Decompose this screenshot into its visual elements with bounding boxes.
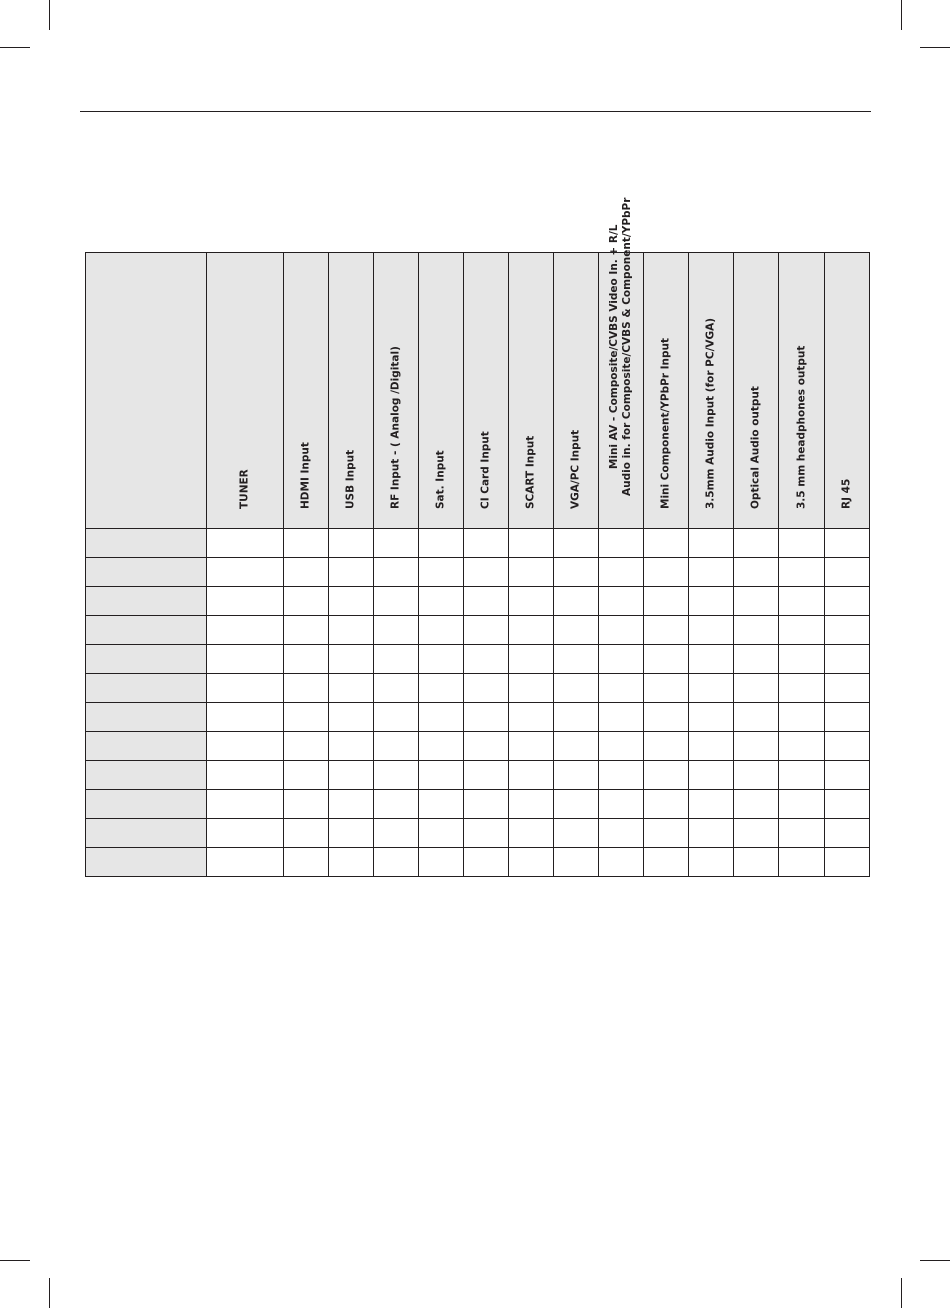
table-cell — [329, 732, 374, 761]
row-header-cell — [86, 529, 207, 558]
table-cell — [374, 529, 419, 558]
column-header-label: USB Input — [344, 449, 357, 509]
table-cell — [374, 732, 419, 761]
row-header-cell — [86, 674, 207, 703]
row-header-cell — [86, 703, 207, 732]
crop-mark-top-right — [901, 0, 902, 30]
table-cell — [825, 732, 870, 761]
table-cell — [207, 587, 284, 616]
crop-mark-top-right-h — [920, 47, 950, 48]
table-cell — [207, 790, 284, 819]
table-cell — [329, 558, 374, 587]
table-cell — [825, 819, 870, 848]
table-cell — [644, 645, 689, 674]
table-cell — [464, 587, 509, 616]
table-cell — [779, 558, 825, 587]
table-cell — [509, 645, 554, 674]
table-cell — [825, 616, 870, 645]
table-cell — [599, 645, 644, 674]
crop-mark-bottom-right — [901, 1278, 902, 1308]
table-cell — [284, 529, 329, 558]
table-cell — [207, 819, 284, 848]
table-cell — [464, 819, 509, 848]
table-cell — [554, 558, 599, 587]
connections-table — [85, 197, 870, 877]
table-cell — [509, 703, 554, 732]
table-cell — [599, 529, 644, 558]
table-cell — [644, 529, 689, 558]
column-header-label: 3.5mm Audio Input (for PC/VGA) — [704, 317, 717, 509]
table-cell — [734, 732, 779, 761]
table-cell — [554, 790, 599, 819]
table-cell — [207, 761, 284, 790]
column-header-label: Optical Audio output — [749, 386, 762, 509]
table-cell — [599, 761, 644, 790]
table-cell — [509, 587, 554, 616]
header-corner-cell — [86, 253, 207, 529]
table-row — [86, 790, 870, 819]
table-body — [86, 529, 870, 877]
table-cell — [284, 616, 329, 645]
table-cell — [734, 558, 779, 587]
table-cell — [599, 848, 644, 877]
table-row — [86, 732, 870, 761]
table-cell — [509, 616, 554, 645]
table-cell — [689, 819, 734, 848]
table-cell — [644, 848, 689, 877]
table-cell — [509, 674, 554, 703]
table-cell — [644, 703, 689, 732]
table-cell — [644, 587, 689, 616]
column-header — [419, 253, 464, 529]
table-cell — [374, 616, 419, 645]
table-row — [86, 703, 870, 732]
row-header-cell — [86, 848, 207, 877]
table-cell — [374, 558, 419, 587]
column-header — [599, 197, 644, 529]
column-header — [464, 253, 509, 529]
table-cell — [419, 645, 464, 674]
table-cell — [374, 587, 419, 616]
table-cell — [284, 732, 329, 761]
row-header-cell — [86, 558, 207, 587]
table-cell — [554, 645, 599, 674]
table-cell — [464, 558, 509, 587]
table-cell — [554, 819, 599, 848]
crop-mark-bottom-right-h — [920, 1260, 950, 1261]
row-header-cell — [86, 732, 207, 761]
table-cell — [284, 703, 329, 732]
table-row — [86, 558, 870, 587]
row-header-cell — [86, 645, 207, 674]
column-header-label: TUNER — [238, 469, 251, 509]
table-cell — [825, 761, 870, 790]
table-cell — [509, 558, 554, 587]
table-cell — [419, 674, 464, 703]
column-header-label: HDMI Input — [299, 442, 312, 509]
table-cell — [554, 529, 599, 558]
table-cell — [734, 790, 779, 819]
crop-mark-top-left — [49, 0, 50, 30]
table-cell — [779, 529, 825, 558]
column-header — [329, 253, 374, 529]
table-cell — [825, 848, 870, 877]
table-cell — [689, 703, 734, 732]
column-header-label: Sat. Input — [434, 450, 447, 509]
table-cell — [554, 674, 599, 703]
table-cell — [689, 790, 734, 819]
table-cell — [329, 587, 374, 616]
column-header-label: RF Input - ( Analog /Digital) — [389, 346, 402, 509]
table-cell — [779, 703, 825, 732]
table-cell — [329, 761, 374, 790]
column-header — [554, 253, 599, 529]
column-header-label: Mini AV - Composite/CVBS Video In. + R/L Audio in. for Composite/CVBS & Component/YPbPr — [608, 197, 633, 496]
table-cell — [599, 674, 644, 703]
table-cell — [689, 529, 734, 558]
table-cell — [554, 848, 599, 877]
column-header — [779, 253, 825, 529]
table-cell — [207, 529, 284, 558]
table-cell — [599, 790, 644, 819]
table-row — [86, 848, 870, 877]
table-cell — [374, 703, 419, 732]
column-header — [734, 253, 779, 529]
column-header — [374, 253, 419, 529]
table-cell — [329, 529, 374, 558]
table-cell — [284, 790, 329, 819]
row-header-cell — [86, 790, 207, 819]
table-cell — [644, 616, 689, 645]
table-cell — [734, 587, 779, 616]
table-cell — [734, 761, 779, 790]
table-cell — [464, 848, 509, 877]
table-cell — [599, 558, 644, 587]
table-cell — [207, 848, 284, 877]
table-cell — [554, 616, 599, 645]
table-cell — [329, 645, 374, 674]
row-header-cell — [86, 616, 207, 645]
table-cell — [464, 616, 509, 645]
table-cell — [207, 674, 284, 703]
column-header — [689, 253, 734, 529]
column-header-label: VGA/PC Input — [569, 429, 582, 509]
table-cell — [419, 703, 464, 732]
table-cell — [825, 790, 870, 819]
column-header-label: Mini Component/YPbPr Input — [659, 337, 672, 509]
table-cell — [419, 848, 464, 877]
table-cell — [779, 645, 825, 674]
table-cell — [284, 558, 329, 587]
column-header — [207, 253, 284, 529]
table-cell — [419, 761, 464, 790]
table-cell — [207, 732, 284, 761]
table-row — [86, 819, 870, 848]
column-header-label: 3.5 mm headphones output — [795, 345, 807, 509]
table-row — [86, 529, 870, 558]
table-cell — [779, 674, 825, 703]
table-cell — [779, 848, 825, 877]
table-cell — [689, 761, 734, 790]
table-cell — [207, 703, 284, 732]
table-cell — [284, 587, 329, 616]
column-header — [825, 253, 870, 529]
table-cell — [284, 848, 329, 877]
table-cell — [509, 529, 554, 558]
table-cell — [329, 703, 374, 732]
table-cell — [689, 674, 734, 703]
table-cell — [509, 790, 554, 819]
table-cell — [734, 819, 779, 848]
table-cell — [419, 732, 464, 761]
table-cell — [329, 674, 374, 703]
column-header-label: CI Card Input — [479, 431, 492, 509]
table-cell — [374, 674, 419, 703]
table-cell — [689, 732, 734, 761]
table-cell — [689, 587, 734, 616]
table-cell — [419, 819, 464, 848]
table-cell — [779, 587, 825, 616]
table-cell — [509, 732, 554, 761]
table-cell — [464, 761, 509, 790]
table-cell — [825, 674, 870, 703]
table-cell — [284, 674, 329, 703]
table-cell — [644, 790, 689, 819]
table-cell — [464, 674, 509, 703]
table-cell — [464, 732, 509, 761]
table-cell — [464, 529, 509, 558]
row-header-cell — [86, 587, 207, 616]
table-cell — [734, 848, 779, 877]
column-header — [509, 253, 554, 529]
table-cell — [554, 761, 599, 790]
table-cell — [734, 616, 779, 645]
table-row — [86, 645, 870, 674]
table-cell — [374, 790, 419, 819]
table-cell — [207, 558, 284, 587]
table-cell — [509, 761, 554, 790]
table-cell — [644, 674, 689, 703]
table-cell — [284, 645, 329, 674]
table-cell — [779, 790, 825, 819]
table-cell — [374, 819, 419, 848]
table-cell — [599, 703, 644, 732]
crop-mark-bottom-left — [49, 1278, 50, 1308]
table-cell — [644, 558, 689, 587]
crop-mark-top-left-h — [0, 47, 30, 48]
column-header-label: RJ 45 — [840, 478, 853, 509]
table-cell — [554, 703, 599, 732]
table-cell — [329, 616, 374, 645]
table-cell — [207, 645, 284, 674]
table-cell — [419, 529, 464, 558]
table-cell — [825, 587, 870, 616]
table-cell — [329, 848, 374, 877]
table-cell — [419, 790, 464, 819]
table-cell — [464, 790, 509, 819]
table-cell — [419, 616, 464, 645]
table-cell — [554, 732, 599, 761]
table-cell — [689, 558, 734, 587]
table-cell — [734, 529, 779, 558]
table-cell — [554, 587, 599, 616]
table-cell — [644, 732, 689, 761]
row-header-cell — [86, 819, 207, 848]
table-cell — [284, 819, 329, 848]
table-cell — [509, 819, 554, 848]
table-cell — [374, 645, 419, 674]
table-cell — [825, 703, 870, 732]
table-cell — [284, 761, 329, 790]
table-cell — [734, 674, 779, 703]
table-cell — [329, 819, 374, 848]
table-cell — [207, 616, 284, 645]
table-cell — [599, 587, 644, 616]
table-cell — [779, 819, 825, 848]
table-cell — [599, 819, 644, 848]
table-cell — [644, 819, 689, 848]
table-cell — [509, 848, 554, 877]
header-rule — [80, 111, 871, 112]
table-row — [86, 674, 870, 703]
table-cell — [464, 703, 509, 732]
table-cell — [374, 848, 419, 877]
table-cell — [419, 587, 464, 616]
table-row — [86, 587, 870, 616]
table-cell — [419, 558, 464, 587]
table-cell — [734, 645, 779, 674]
table-cell — [825, 558, 870, 587]
table-cell — [464, 645, 509, 674]
table-row — [86, 761, 870, 790]
table-cell — [374, 761, 419, 790]
table-cell — [329, 790, 374, 819]
table-cell — [779, 732, 825, 761]
table-cell — [779, 761, 825, 790]
table-cell — [599, 732, 644, 761]
table-cell — [779, 616, 825, 645]
table-row — [86, 616, 870, 645]
table-cell — [825, 529, 870, 558]
table-cell — [689, 645, 734, 674]
table-cell — [825, 645, 870, 674]
crop-mark-bottom-left-h — [0, 1260, 30, 1261]
column-header-label: SCART Input — [524, 435, 537, 509]
table-cell — [689, 616, 734, 645]
table-cell — [644, 761, 689, 790]
column-header — [644, 253, 689, 529]
table-cell — [599, 616, 644, 645]
table-header-row — [86, 253, 870, 529]
table-cell — [734, 703, 779, 732]
table-cell — [689, 848, 734, 877]
row-header-cell — [86, 761, 207, 790]
column-header — [284, 253, 329, 529]
